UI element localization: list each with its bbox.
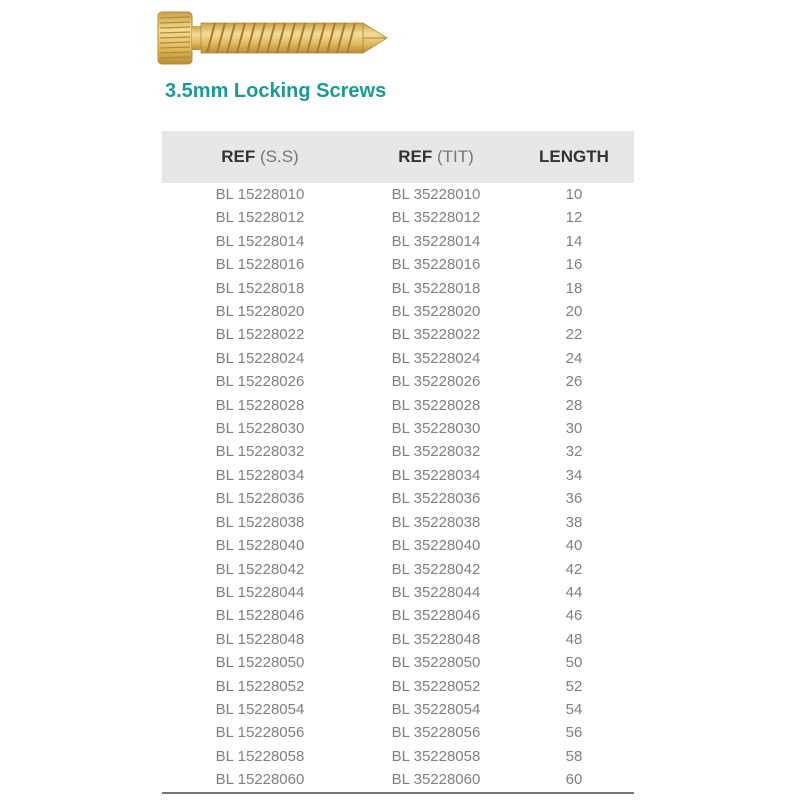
cell-length: 12 — [565, 209, 583, 227]
table-row — [162, 487, 634, 510]
table-row — [162, 604, 634, 627]
table-row — [162, 464, 634, 487]
cell-length: 10 — [565, 186, 583, 203]
cell-ref-ss: BL 15228060 — [162, 768, 358, 792]
cell-ref-ss: BL 15228018 — [215, 279, 305, 297]
table-row — [162, 277, 634, 300]
cell-length: 32 — [565, 443, 583, 461]
header-ref-ss-main: REF — [221, 147, 256, 166]
cell-ref-tit: BL 35228024 — [391, 349, 481, 367]
cell-ref-ss: BL 15228048 — [215, 630, 305, 648]
cell-ref-ss: BL 15228034 — [215, 466, 305, 484]
table-row — [162, 206, 634, 229]
product-table-container — [162, 131, 634, 794]
cell-ref-tit: BL 35228038 — [391, 513, 481, 531]
cell-ref-ss: BL 15228032 — [215, 443, 305, 461]
cell-ref-tit: BL 35228012 — [391, 209, 481, 227]
cell-length: 40 — [565, 537, 583, 555]
cell-ref-ss: BL 15228028 — [215, 396, 305, 414]
cell-length: 54 — [565, 700, 583, 718]
cell-ref-tit: BL 35228020 — [391, 303, 481, 321]
cell-length: 50 — [565, 654, 583, 672]
cell-length: 20 — [565, 303, 583, 321]
table-header — [162, 131, 634, 183]
cell-length: 30 — [565, 420, 583, 438]
cell-length: 16 — [565, 256, 583, 274]
table-row — [162, 581, 634, 604]
cell-ref-tit: BL 35228028 — [391, 396, 481, 414]
table-row — [162, 300, 634, 323]
cell-ref-tit: BL 35228022 — [391, 326, 481, 344]
cell-length: 38 — [565, 513, 583, 531]
cell-length: 34 — [565, 466, 583, 484]
cell-ref-ss: BL 15228056 — [215, 724, 305, 742]
table-row — [162, 628, 634, 651]
cell-ref-ss: BL 15228044 — [215, 583, 305, 601]
cell-ref-ss: BL 15228012 — [215, 209, 305, 227]
table-row — [162, 253, 634, 276]
cell-ref-ss: BL 15228036 — [215, 490, 305, 508]
cell-ref-tit: BL 35228040 — [391, 537, 481, 555]
cell-ref-ss: BL 15228040 — [215, 537, 305, 555]
cell-length: 52 — [565, 677, 583, 695]
cell-ref-ss: BL 15228024 — [215, 349, 305, 367]
cell-ref-ss: BL 15228026 — [215, 373, 305, 391]
table-body — [162, 183, 634, 793]
cell-ref-ss: BL 15228050 — [215, 654, 305, 672]
table-row — [162, 768, 634, 792]
cell-ref-ss: BL 15228020 — [215, 303, 305, 321]
cell-ref-ss: BL 15228046 — [215, 607, 305, 625]
header-ref-tit-sub: (TIT) — [436, 147, 474, 166]
cell-ref-tit: BL 35228010 — [391, 186, 481, 203]
table-row — [162, 183, 634, 206]
cell-ref-tit: BL 35228030 — [391, 420, 481, 438]
cell-length: 26 — [565, 373, 583, 391]
cell-length: 14 — [565, 232, 583, 250]
cell-ref-tit: BL 35228042 — [391, 560, 481, 578]
table-row — [162, 230, 634, 253]
table-row — [162, 558, 634, 581]
header-ref-ss-sub: (S.S) — [260, 147, 299, 166]
table-row — [162, 370, 634, 393]
cell-length: 56 — [565, 724, 583, 742]
cell-ref-ss: BL 15228058 — [215, 747, 305, 765]
cell-length: 24 — [565, 349, 583, 367]
header-ref-tit — [358, 131, 514, 183]
table-row — [162, 323, 634, 346]
cell-ref-tit: BL 35228014 — [391, 232, 481, 250]
table-row — [162, 534, 634, 557]
cell-ref-tit: BL 35228018 — [391, 279, 481, 297]
cell-ref-tit: BL 35228034 — [391, 466, 481, 484]
table-row — [162, 698, 634, 721]
table-row — [162, 721, 634, 744]
table-row — [162, 651, 634, 674]
cell-ref-ss: BL 15228014 — [215, 232, 305, 250]
cell-ref-tit: BL 35228052 — [391, 677, 481, 695]
table-row — [162, 440, 634, 463]
cell-ref-ss: BL 15228016 — [215, 256, 305, 274]
product-title: 3.5mm Locking Screws — [165, 80, 387, 102]
cell-ref-tit: BL 35228054 — [391, 700, 481, 718]
cell-length: 28 — [565, 396, 583, 414]
cell-ref-ss: BL 15228054 — [215, 700, 305, 718]
cell-ref-tit: BL 35228048 — [391, 630, 481, 648]
cell-ref-tit: BL 35228058 — [391, 747, 481, 765]
header-length-main: LENGTH — [539, 147, 609, 166]
table-row — [162, 347, 634, 370]
cell-ref-tit: BL 35228056 — [391, 724, 481, 742]
cell-ref-tit: BL 35228032 — [391, 443, 481, 461]
cell-ref-ss: BL 15228010 — [215, 186, 305, 203]
cell-length: 42 — [565, 560, 583, 578]
cell-length: 48 — [565, 630, 583, 648]
cell-ref-ss: BL 15228022 — [215, 326, 305, 344]
cell-ref-tit: BL 35228046 — [391, 607, 481, 625]
cell-ref-tit: BL 35228050 — [391, 654, 481, 672]
cell-length: 22 — [565, 326, 583, 344]
screw-icon — [155, 8, 395, 68]
cell-ref-ss: BL 15228030 — [215, 420, 305, 438]
table-row — [162, 394, 634, 417]
cell-ref-tit: BL 35228026 — [391, 373, 481, 391]
cell-length: 44 — [565, 583, 583, 601]
cell-length: 36 — [565, 490, 583, 508]
cell-ref-tit: BL 35228044 — [391, 583, 481, 601]
table-row — [162, 511, 634, 534]
cell-ref-ss: BL 15228042 — [215, 560, 305, 578]
cell-length: 46 — [565, 607, 583, 625]
cell-ref-tit: BL 35228060 — [358, 768, 514, 792]
cell-length: 18 — [565, 279, 583, 297]
cell-length: 58 — [565, 747, 583, 765]
product-table — [162, 131, 634, 794]
header-ref-tit-main: REF — [398, 147, 433, 166]
header-length — [514, 131, 634, 183]
cell-ref-tit: BL 35228036 — [391, 490, 481, 508]
cell-ref-ss: BL 15228038 — [215, 513, 305, 531]
table-row — [162, 745, 634, 768]
cell-ref-ss: BL 15228052 — [215, 677, 305, 695]
cell-length: 60 — [514, 768, 634, 792]
table-row — [162, 417, 634, 440]
cell-ref-tit: BL 35228016 — [391, 256, 481, 274]
table-row — [162, 675, 634, 698]
header-ref-ss — [162, 131, 358, 183]
